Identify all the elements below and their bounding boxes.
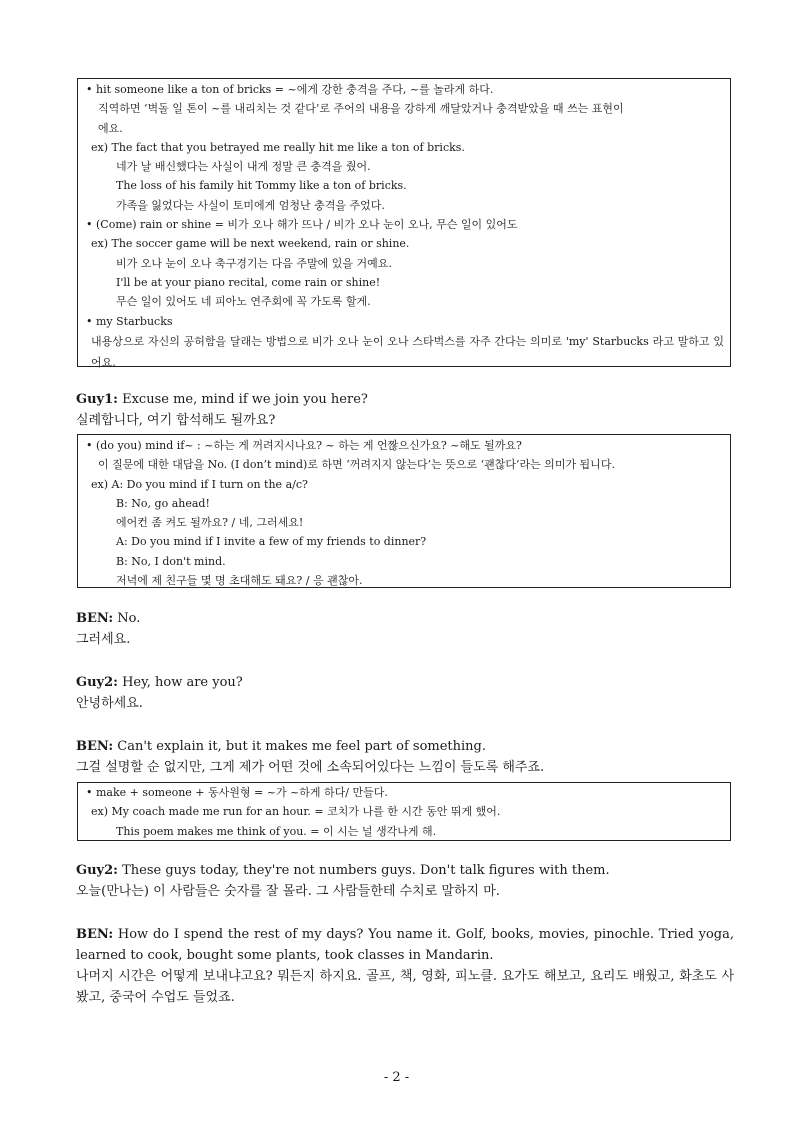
- note-line: 에요.: [98, 121, 123, 135]
- note-line: B: No, I don't mind.: [116, 554, 226, 568]
- bullet-icon: •: [86, 218, 93, 232]
- note-line: • (Come) rain or shine = 비가 오나 해가 뜨나 / 비가 오나 눈이 오나, 무슨 일이 있어도: [78, 215, 730, 234]
- note-box-make: [77, 782, 731, 841]
- english-line: Hey, how are you?: [122, 675, 243, 690]
- note-line: The loss of his family hit Tommy like a ton of bricks.: [116, 179, 407, 193]
- bullet-icon: •: [86, 83, 93, 96]
- dialogue-guy2-2: [76, 860, 734, 902]
- note-line: I'll be at your piano recital, come rain or shine!: [116, 275, 381, 289]
- dialogue-ben-2: [76, 736, 734, 778]
- english-line: No.: [117, 611, 141, 626]
- note-line: ex) The fact that you betrayed me really hit me like a ton of bricks.: [91, 140, 465, 154]
- note-line: ex) The soccer game will be next weekend, rain or shine.: [91, 237, 410, 251]
- note-line: 저녁에 제 친구들 몇 명 초대해도 돼요? / 응 괜찮아.: [116, 574, 363, 588]
- speaker-label: BEN:: [76, 739, 114, 754]
- note-line: 네가 날 배신했다는 사실이 내게 정말 큰 충격을 줬어.: [116, 160, 371, 174]
- english-line: Excuse me, mind if we join you here?: [122, 392, 368, 407]
- note-line: B: No, go ahead!: [116, 496, 210, 510]
- note-line: 에어컨 좀 켜도 될까요? / 네, 그러세요!: [116, 516, 304, 530]
- note-box-idioms: [77, 78, 731, 367]
- note-line: 직역하면 ‘벽돌 일 톤이 ~를 내리치는 것 같다’로 주어의 내용을 강하게 깨달았거나 충격받았을 때 쓰는 표현이: [98, 102, 624, 116]
- korean-line: 그러세요.: [76, 632, 131, 647]
- note-line: A: Do you mind if I invite a few of my friends to dinner?: [116, 535, 427, 549]
- speaker-label: BEN:: [76, 927, 114, 942]
- note-line: 가족을 잃었다는 사실이 토미에게 엄청난 충격을 주었다.: [116, 198, 385, 212]
- note-line: • make + someone + 동사원형 = ~가 ~하게 하다/ 만들다.: [78, 783, 730, 802]
- english-line: How do I spend the rest of my days? You name it. Golf, books, movies, pinochle. Tried yoga, learned to cook, bought some plants, took classes in Mandarin.: [76, 927, 734, 963]
- page-number: - 2 -: [383, 1070, 410, 1085]
- note-line: ex) A: Do you mind if I turn on the a/c?: [91, 477, 308, 491]
- speaker-label: BEN:: [76, 611, 114, 626]
- note-line: ex) My coach made me run for an hour. = 코치가 나를 한 시간 동안 뛰게 했어.: [91, 805, 501, 819]
- note-line: 이 질문에 대한 대답을 No. (I don’t mind)로 하면 ‘꺼려지지 않는다’는 뜻으로 ‘괜찮다’라는 의미가 됩니다.: [98, 458, 615, 472]
- speaker-label: Guy1:: [76, 392, 118, 407]
- note-line: • (do you) mind if~ : ~하는 게 꺼려지시나요? ~ 하는 게 언짢으신가요? ~해도 될까요?: [78, 436, 730, 455]
- korean-line: 실례합니다, 여기 합석해도 될까요?: [76, 413, 276, 428]
- dialogue-ben-1: [76, 608, 734, 650]
- note-line: • my Starbucks: [78, 312, 730, 331]
- bullet-icon: •: [86, 439, 93, 452]
- bullet-icon: •: [86, 314, 93, 328]
- dialogue-guy2-1: [76, 672, 734, 714]
- english-line: Can't explain it, but it makes me feel part of something.: [117, 739, 487, 754]
- korean-line: 그걸 설명할 순 없지만, 그게 제가 어떤 것에 소속되어있다는 느낌이 들도록 해주죠.: [76, 760, 545, 775]
- korean-line: 안녕하세요.: [76, 696, 143, 711]
- korean-line: 나머지 시간은 어떻게 보내냐고요? 뭐든지 하지요. 골프, 책, 영화, 피노클. 요가도 해보고, 요리도 배웠고, 화초도 사봤고, 중국어 수업도 들었죠.: [76, 969, 734, 1005]
- note-paragraph: 내용상으로 자신의 공허함을 달래는 방법으로 비가 오나 눈이 오나 스타벅스를 자주 간다는 의미로 'my' Starbucks 라고 말하고 있어요.: [91, 334, 724, 369]
- english-line: These guys today, they're not numbers guys. Don't talk figures with them.: [122, 863, 610, 878]
- note-line: 무슨 일이 있어도 네 피아노 연주회에 꼭 가도록 할게.: [116, 295, 371, 309]
- korean-line: 오늘(만나는) 이 사람들은 숫자를 잘 몰라. 그 사람들한테 수치로 말하지 마.: [76, 884, 500, 899]
- note-line: • hit someone like a ton of bricks = ~에게 강한 충격을 주다, ~를 놀라게 하다.: [78, 80, 730, 99]
- note-line: 비가 오나 눈이 오나 축구경기는 다음 주말에 있을 거예요.: [116, 256, 392, 270]
- note-box-mind-if: [77, 434, 731, 588]
- dialogue-guy1: [76, 389, 734, 431]
- speaker-label: Guy2:: [76, 675, 118, 690]
- bullet-icon: •: [86, 786, 93, 799]
- dialogue-ben-3: [76, 924, 734, 1008]
- note-line: This poem makes me think of you. = 이 시는 널 생각나게 해.: [116, 824, 437, 838]
- speaker-label: Guy2:: [76, 863, 118, 878]
